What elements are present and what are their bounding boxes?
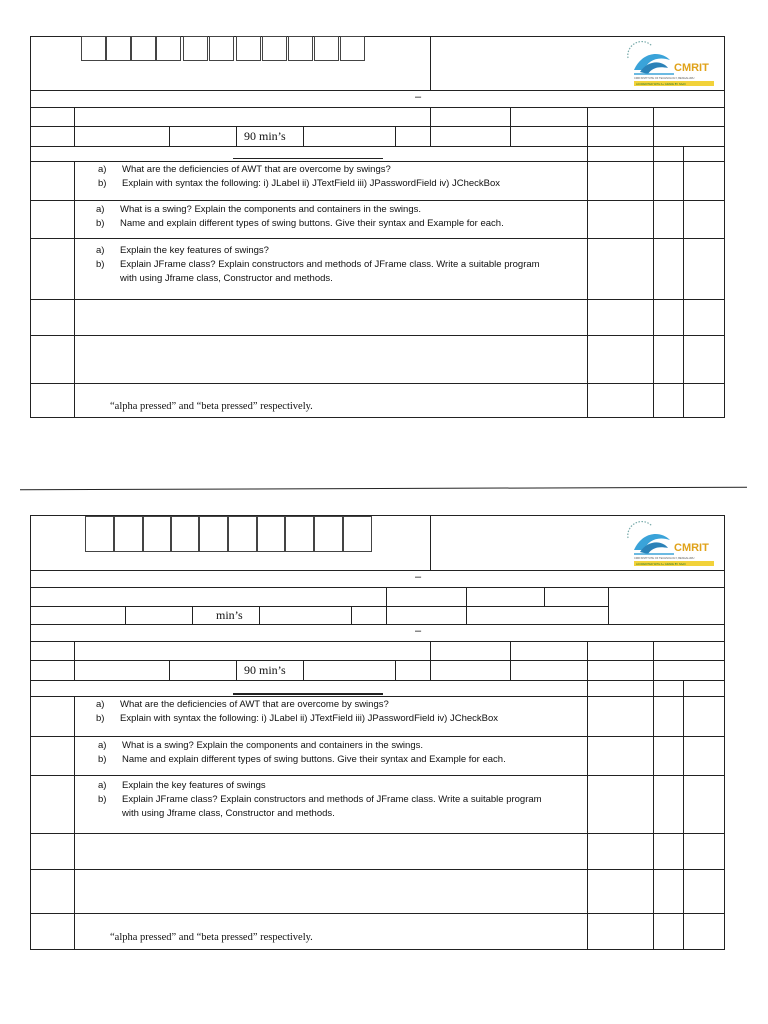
svg-text:CMR INSTITUTE OF TECHNOLOGY, B: CMR INSTITUTE OF TECHNOLOGY, BENGALURU <box>634 557 695 560</box>
cut-line <box>20 487 747 491</box>
svg-text:CMRIT: CMRIT <box>674 62 709 74</box>
question-1-copy2: a) What are the deficiencies of AWT that are overcome by swings? b) Explain with syntax the following: i) JLabel ii) JTextField iii) JPasswordField iv) JCheckBox <box>96 699 499 724</box>
note-text-2: “alpha pressed” and “beta pressed” respectively. <box>110 932 313 943</box>
duration-label-2: 90 min’s <box>244 663 286 677</box>
question-2-copy2: a) What is a swing? Explain the components and containers in the swings. b) Name and explain different types of swing buttons. Give their syntax and Example for each. <box>98 740 506 765</box>
svg-text:CMRIT: CMRIT <box>674 542 709 554</box>
question-3-copy2: a) Explain the key features of swings b) Explain JFrame class? Explain constructors and methods of JFrame class. Write a suitable program with using Jframe class, Constructor and methods. <box>98 780 542 819</box>
question-3: a) Explain the key features of swings? b) Explain JFrame class? Explain constructors and methods of JFrame class. Write a suitable program with using Jframe class, Constructor and methods. <box>96 245 540 284</box>
svg-text:ACCREDITED WITH A+ GRADE BY NA: ACCREDITED WITH A+ GRADE BY NAAC <box>636 563 687 566</box>
svg-text:ACCREDITED WITH A+ GRADE BY NA: ACCREDITED WITH A+ GRADE BY NAAC <box>636 83 687 86</box>
institute-logo-2 <box>622 520 714 568</box>
duration-short-label: min’s <box>216 608 243 622</box>
svg-text:CMR INSTITUTE OF TECHNOLOGY, B: CMR INSTITUTE OF TECHNOLOGY, BENGALURU <box>634 77 695 80</box>
question-2: a) What is a swing? Explain the components and containers in the swings. b) Name and explain different types of swing buttons. Give their syntax and Example for each. <box>96 204 504 229</box>
title-dash-3: – <box>415 625 422 637</box>
note-text: “alpha pressed” and “beta pressed” respectively. <box>110 401 313 412</box>
duration-label: 90 min’s <box>244 129 286 143</box>
question-1: a) What are the deficiencies of AWT that are overcome by swings? b) Explain with syntax the following: i) JLabel ii) JTextField iii) JPasswordField iv) JCheckBox <box>98 164 501 189</box>
title-dash: – <box>415 91 422 103</box>
institute-logo <box>622 40 714 88</box>
title-dash-2: – <box>415 571 422 583</box>
